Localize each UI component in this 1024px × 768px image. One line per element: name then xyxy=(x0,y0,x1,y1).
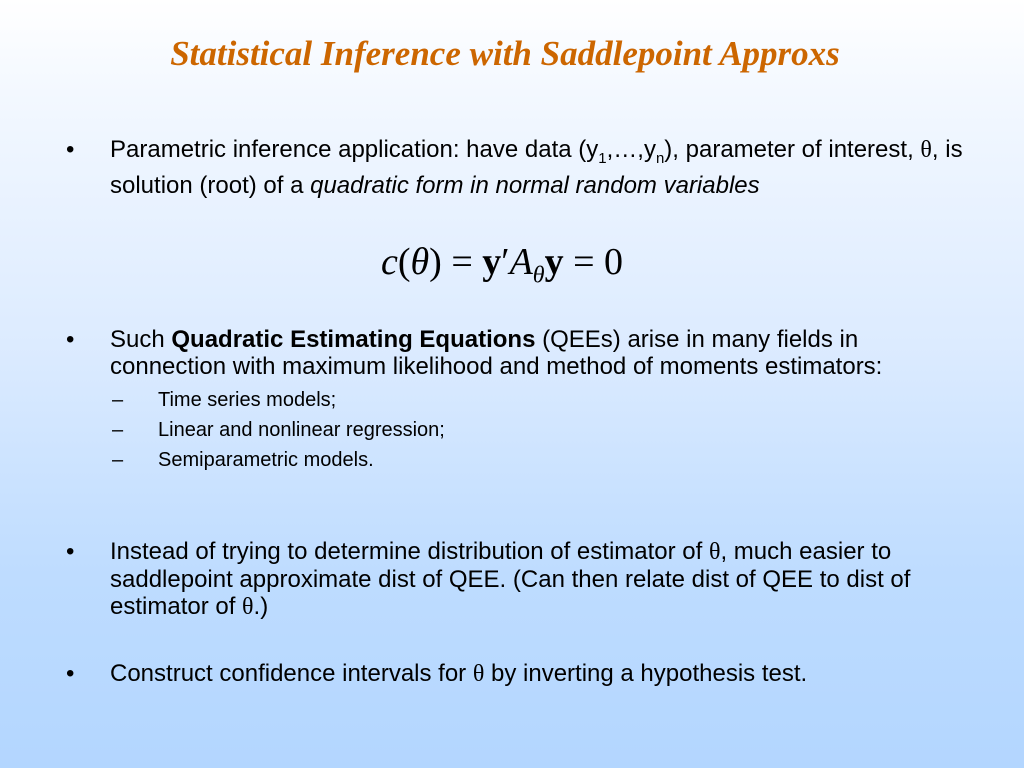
dash-marker: – xyxy=(112,449,124,471)
text-span: ,…,y xyxy=(606,136,656,163)
sub-item xyxy=(112,388,966,412)
text-span: .) xyxy=(253,593,269,620)
bullet-marker: • xyxy=(66,326,75,353)
slide-title: Statistical Inference with Saddlepoint Approxs xyxy=(170,34,840,73)
bullet-marker: • xyxy=(66,538,75,565)
italic-phrase: quadratic form in normal random variables xyxy=(310,171,760,199)
bullet-confidence-intervals xyxy=(66,660,966,688)
subscript: n xyxy=(655,149,665,167)
text-span: ), parameter of interest, xyxy=(664,136,921,163)
sub-item-text: Semiparametric models. xyxy=(158,449,374,471)
eq-y-vector: y xyxy=(482,241,502,283)
text-span: , is solution (root) of a xyxy=(110,136,963,199)
bullet-saddlepoint xyxy=(66,538,966,621)
dash-marker: – xyxy=(112,389,124,411)
text-span: Instead of trying to determine distribution of estimator of xyxy=(110,538,709,565)
subscript: 1 xyxy=(598,149,607,167)
eq-subscript-theta: θ xyxy=(532,262,545,289)
bold-phrase: Quadratic Estimating Equations xyxy=(171,326,536,353)
eq-paren-close: ) xyxy=(429,241,442,283)
theta-symbol: θ xyxy=(708,539,721,565)
sub-item xyxy=(112,448,966,472)
bullet-text xyxy=(110,538,966,621)
bullet-parametric-inference xyxy=(66,136,966,199)
sub-item-text: Linear and nonlinear regression; xyxy=(158,419,445,441)
eq-matrix-a: A xyxy=(509,241,533,283)
eq-theta: θ xyxy=(410,241,430,283)
eq-y-vector: y xyxy=(544,241,564,283)
text-span: Such xyxy=(110,326,172,353)
bullet-qee xyxy=(66,326,966,478)
bullet-marker: • xyxy=(66,660,75,687)
theta-symbol: θ xyxy=(920,137,932,163)
text-span: (QEEs) arise in many fields in connection with maximum likelihood and method of moments estimators: xyxy=(110,326,883,380)
sub-item-text: Time series models; xyxy=(158,389,337,411)
eq-paren-open: ( xyxy=(397,241,411,283)
bullet-marker: • xyxy=(66,136,75,163)
theta-symbol: θ xyxy=(242,594,254,620)
text-span: by inverting a hypothesis test. xyxy=(484,660,808,687)
text-span: Construct confidence intervals for xyxy=(110,660,473,687)
eq-equals: = xyxy=(563,241,605,283)
eq-zero: 0 xyxy=(604,241,624,283)
theta-symbol: θ xyxy=(472,661,485,687)
bullet-text xyxy=(110,660,966,688)
quadratic-equation xyxy=(0,240,1004,298)
text-span: Parametric inference application: have data (y xyxy=(110,136,599,163)
sub-item xyxy=(112,418,966,442)
eq-equals: = xyxy=(441,241,483,283)
text-span: , much easier to saddlepoint approximate dist of QEE. (Can then relate dist of QEE to dist of estimator of xyxy=(110,538,911,620)
sub-list xyxy=(112,388,966,472)
bullet-text xyxy=(110,326,966,380)
dash-marker: – xyxy=(112,419,124,441)
eq-c: c xyxy=(380,241,398,283)
eq-prime: ′ xyxy=(501,241,510,283)
bullet-text xyxy=(110,136,966,199)
